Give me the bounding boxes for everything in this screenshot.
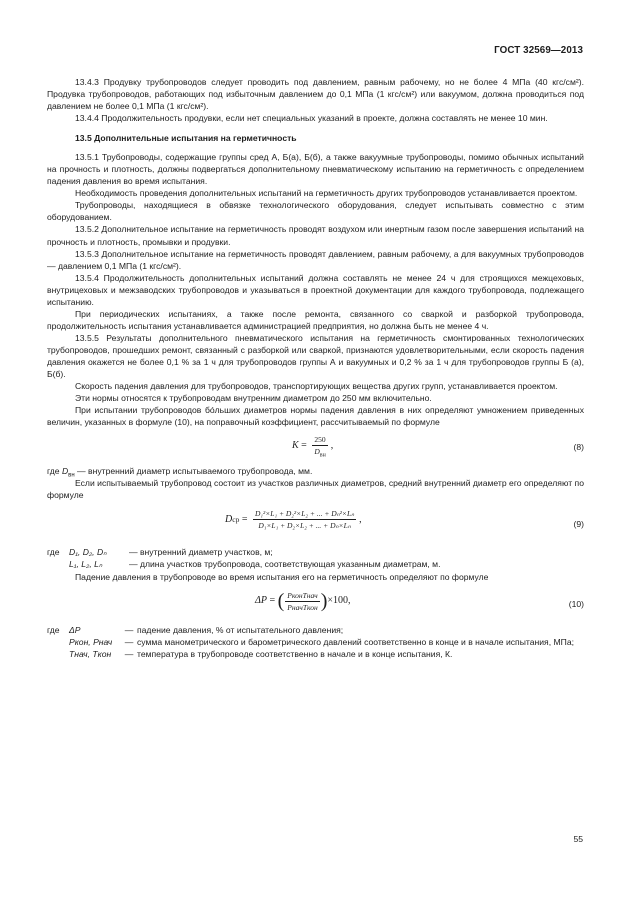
formula-10-lhs: ΔP	[255, 595, 267, 607]
definition-10-sym-0: ΔP	[69, 624, 81, 635]
formula-8-number: (8)	[573, 442, 584, 453]
definition-9-sym-d: D₁, D₂, Dₙ	[69, 547, 107, 558]
formula-10-numerator: PконTнач	[287, 590, 318, 600]
formula-9-lhs: D	[225, 513, 233, 525]
formula-9-denominator: D₁×L₁ + D₂×L₂ + ... + Dₙ×Lₙ	[258, 521, 351, 531]
paragraph-equipment: Трубопроводы, находящиеся в обвязке технологического оборудования, следует испытывать совместно с этим оборудованием.	[47, 200, 584, 223]
definition-10-text-2: температура в трубопроводе соответственно в начале и в конце испытания, К.	[137, 648, 453, 659]
definition-9-text-l: — длина участков трубопровода, соответствующая указанным диаметрам, м.	[129, 559, 441, 570]
page-number: 55	[573, 834, 583, 844]
definition-10-sym-1: Pкон, Pнач	[69, 636, 113, 647]
definition-9: где D₁, D₂, Dₙ — внутренний диаметр участков, м; L₁, L₂, Lₙ — длина участков трубопровода, соответствующая указанным диаметрам, м.	[47, 546, 584, 570]
paragraph-13-5-1: 13.5.1 Трубопроводы, содержащие группы сред А, Б(а), Б(б), а также вакуумные трубопроводы, помимо обычных испытаний на прочность и плотность, должны подвергаться дополнительному пневматическому испытанию на герметичность с определением падения давления во время испытания.	[47, 152, 584, 187]
definition-10: где ΔP — падение давления, % от испытательного давления; Pкон, Pнач — сумма манометрического и барометрического давлений соответственно в конце и в начале испытания, МПа; Tнач, Tкон — температура в трубопроводе соответственно в начале и в конце испытания, К.	[47, 624, 584, 660]
paragraph-13-5-3: 13.5.3 Дополнительное испытание на герметичность проводят давлением, равным рабочему, а для вакуумных трубопроводов — давлением 0,1 МПа (1 кгс/см²).	[47, 248, 584, 271]
formula-10-denominator: PначTкон	[287, 602, 318, 612]
formula-9-numerator: D₁²×L₁ + D₂²×L₂ + ... + Dₙ²×Lₙ	[254, 509, 355, 519]
paragraph-pressure-drop: Падение давления в трубопроводе во время испытания его на герметичность определяют по формуле	[75, 571, 489, 582]
definition-8: где $D_{вн}$ — внутренний диаметр испытываемого трубопровода, мм.	[47, 466, 313, 479]
paragraph-necessity: Необходимость проведения дополнительных испытаний на герметичность других трубопроводов устанавливается проектом.	[75, 188, 578, 199]
paragraph-13-5-5: 13.5.5 Результаты дополнительного пневматического испытания на герметичность смонтированных технологических трубопроводов, прошедших ремонт, связанный с разборкой или сваркой, признаются удовлетворительными, если скорость падения давления окажется не более 0,1 % за 1 ч для трубопроводов группы А и вакуумных и 0,2 % за 1 ч для трубопроводов группы Б (а), Б(б).	[47, 332, 584, 380]
paragraph-norms: Эти нормы относятся к трубопроводам внутренним диаметром до 250 мм включительно.	[75, 393, 432, 404]
paragraph-larger-diameters: При испытании трубопроводов бóльших диаметров нормы падения давления в них определяют умножением приведенных величин, указанных в формуле (10), на поправочный коэффициент, рассчитываемый по формуле	[47, 405, 584, 428]
paragraph-13-4-3: 13.4.3 Продувку трубопроводов следует проводить под давлением, равным рабочему, но не более 4 МПа (40 кгс/см²). Продувка трубопроводов, работающих под избыточным давлением до 0,1 МПа (1 кгс/см²) или вакуумом, должна проводиться под давлением не более 0,1 МПа (1 кгс/см²).	[47, 77, 584, 112]
document-header: ГОСТ 32569—2013	[494, 45, 583, 56]
definition-10-sym-2: Tнач, Tкон	[69, 648, 112, 659]
formula-10-number: (10)	[568, 598, 584, 609]
paragraph-periodic: При периодических испытаниях, а также после ремонта, связанного со сваркой и разборкой трубопровода, продолжительность испытания устанавливается администрацией предприятия, но должна быть не менее 4 ч.	[47, 308, 584, 331]
formula-10-tail: ×100,	[327, 595, 351, 607]
formula-9: D ср = $\frac{\text{D₁²×L₁ + D₂²×L₂ + ... + Dₙ²×Lₙ}}{\text{D₁×L₁ + D₂×L₂ + ... + Dₙ×Lₙ}}$ , (9)	[225, 509, 584, 531]
formula-8-denominator: D	[314, 447, 320, 457]
definition-9-text-d: — внутренний диаметр участков, м;	[129, 547, 273, 558]
document-body	[47, 76, 584, 660]
formula-8-lhs: K	[292, 439, 299, 451]
paragraph-13-5-2: 13.5.2 Дополнительное испытание на герметичность проводят воздухом или инертным газом после завершения испытаний на прочность и плотность, промывки и продувки.	[47, 224, 584, 247]
definition-10-text-1: сумма манометрического и барометрического давлений соответственно в конце и в начале испытания, МПа;	[137, 636, 574, 647]
paragraph-13-4-4: 13.4.4 Продолжительность продувки, если нет специальных указаний в проекте, должна составлять не менее 10 мин.	[75, 113, 548, 124]
formula-9-number: (9)	[573, 519, 584, 530]
definition-9-sym-l: L₁, L₂, Lₙ	[69, 559, 103, 570]
paragraph-other-groups: Скорость падения давления для трубопроводов, транспортирующих вещества других групп, устанавливается проектом.	[75, 381, 558, 392]
formula-8-numerator: 250	[314, 435, 326, 445]
formula-8: K = $\frac{250}{D_{вн}}$ , (8)	[292, 435, 584, 459]
formula-10: ΔP = ( $\frac{\text{PконTнач}}{\text{PначTкон}}$ ) ×100, (10)	[255, 590, 584, 613]
definition-10-text-0: падение давления, % от испытательного давления;	[137, 624, 344, 635]
section-heading-13-5: 13.5 Дополнительные испытания на герметичность	[75, 133, 297, 144]
paragraph-13-5-4: 13.5.4 Продолжительность дополнительных испытаний должна составлять не менее 24 ч для строящихся межцеховых, внутрицеховых и межзаводских трубопроводов и указываться в проектной документации для каждого трубопровода, подлежащего испытанию.	[47, 272, 584, 307]
formula-8-denominator-sub: вн	[319, 452, 326, 459]
paragraph-various-diameters: Если испытываемый трубопровод состоит из участков различных диаметров, средний внутренний диаметр его определяют по формуле	[47, 478, 584, 501]
